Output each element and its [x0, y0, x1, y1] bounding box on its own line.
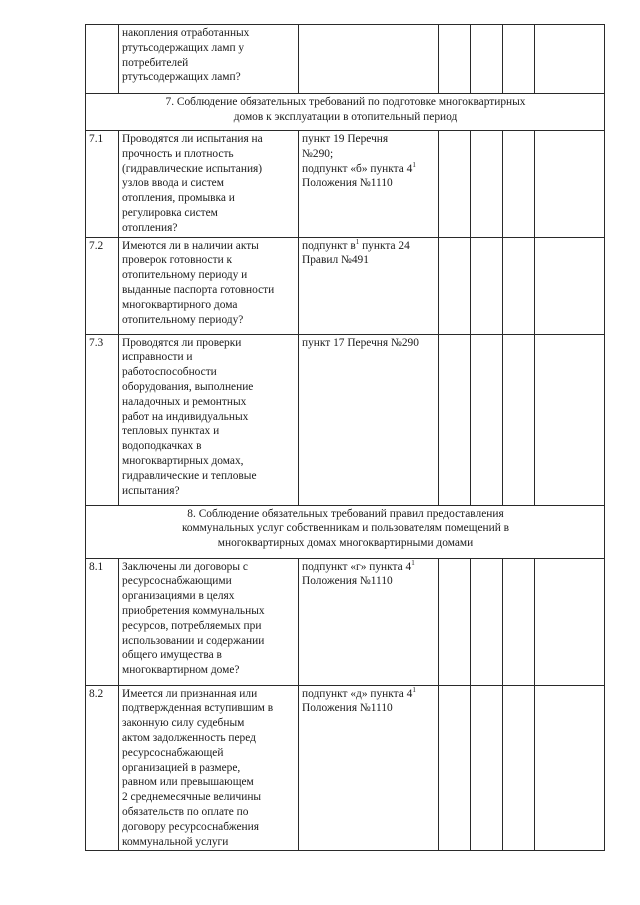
question-cell	[119, 25, 299, 94]
question-line: Имеется ли признанная или	[122, 687, 258, 700]
reference-cell	[299, 25, 439, 94]
answer-no-cell	[471, 131, 503, 238]
note-cell	[535, 131, 605, 238]
question-line: ресурсов, потребляемых при	[122, 619, 262, 632]
reference-line	[302, 560, 436, 575]
reference-cell	[299, 237, 439, 334]
question-line: потребителей	[122, 56, 189, 69]
answer-na-cell	[503, 25, 535, 94]
question-line: ресурсоснабжающими	[122, 575, 232, 588]
question-line: ртутьсодержащих ламп?	[122, 71, 241, 84]
question-line: обязательств по оплате по	[122, 805, 249, 818]
reference-line: пункт 19 Перечня	[302, 133, 389, 145]
question-line: подтвержденная вступившим в	[122, 702, 274, 715]
section-title-line: 8. Соблюдение обязательных требований правил предоставления	[187, 507, 504, 520]
question-line: использовании и содержании	[122, 634, 265, 647]
answer-na-cell	[503, 237, 535, 334]
question-line: Заключены ли договоры с	[122, 560, 248, 573]
reference-superscript: 1	[355, 237, 360, 246]
question-line: узлов ввода и систем	[122, 177, 224, 190]
answer-na-cell	[503, 558, 535, 685]
table-row-7-2	[86, 237, 605, 334]
question-cell	[119, 334, 299, 505]
question-line: Проводятся ли проверки	[122, 336, 242, 349]
reference-line: №290;	[302, 147, 334, 160]
answer-no-cell	[471, 685, 503, 851]
reference-line: Положения №1110	[302, 177, 393, 190]
question-line: тепловых пунктах и	[122, 425, 220, 438]
row-number: 8.1	[86, 558, 119, 685]
note-cell	[535, 685, 605, 851]
note-cell	[535, 237, 605, 334]
section-header-row-7	[86, 94, 605, 131]
answer-no-cell	[471, 237, 503, 334]
question-line: актом задолженность перед	[122, 731, 256, 744]
question-line: Имеются ли в наличии акты	[122, 239, 259, 252]
question-line: общего имущества в	[122, 649, 222, 662]
answer-yes-cell	[439, 131, 471, 238]
question-line: многоквартирного дома	[122, 298, 238, 311]
question-line: отопления, промывка и	[122, 192, 235, 205]
answer-yes-cell	[439, 685, 471, 851]
table-row-continued	[86, 25, 605, 94]
reference-text: подпункт «б» пункта 4	[302, 162, 413, 175]
table-row-8-1	[86, 558, 605, 685]
question-line: отопления?	[122, 221, 178, 234]
answer-na-cell	[503, 334, 535, 505]
reference-text: подпункт в	[302, 239, 356, 252]
question-cell	[119, 237, 299, 334]
table-row-7-3	[86, 334, 605, 505]
section-title-line: 7. Соблюдение обязательных требований по подготовке многоквартирных	[165, 96, 526, 108]
question-line: водоподкачках в	[122, 440, 202, 453]
question-line: исправности и	[122, 351, 193, 364]
answer-no-cell	[471, 558, 503, 685]
question-line: отопительному периоду и	[122, 269, 248, 282]
reference-line: Правил №491	[302, 254, 369, 267]
reference-text: пункта 24	[359, 239, 410, 252]
note-cell	[535, 334, 605, 505]
reference-line	[302, 687, 436, 702]
section-title	[86, 94, 605, 131]
question-line: проверок готовности к	[122, 254, 233, 267]
question-line: коммунальной услуги	[122, 835, 229, 848]
question-line: накопления отработанных	[122, 27, 250, 39]
table-row-7-1	[86, 131, 605, 238]
question-line: приобретения коммунальных	[122, 604, 265, 617]
question-line: Проводятся ли испытания на	[122, 133, 263, 145]
question-line: организациями в целях	[122, 590, 235, 603]
question-line: гидравлические и тепловые	[122, 469, 257, 482]
row-number: 8.2	[86, 685, 119, 851]
question-line: оборудования, выполнение	[122, 380, 254, 393]
reference-cell	[299, 334, 439, 505]
answer-yes-cell	[439, 558, 471, 685]
question-cell	[119, 558, 299, 685]
reference-superscript: 1	[412, 685, 416, 694]
reference-cell	[299, 131, 439, 238]
reference-line: Положения №1110	[302, 575, 393, 588]
row-number: 7.2	[86, 237, 119, 334]
section-title-line: домов к эксплуатации в отопительный период	[233, 110, 458, 123]
question-line: равном или превышающем	[122, 776, 254, 789]
answer-na-cell	[503, 131, 535, 238]
reference-cell	[299, 558, 439, 685]
reference-line	[302, 162, 436, 177]
question-line: работоспособности	[122, 366, 217, 379]
section-title-line: коммунальных услуг собственникам и пользователям помещений в	[181, 522, 510, 535]
reference-line	[302, 239, 436, 254]
question-cell	[119, 131, 299, 238]
answer-na-cell	[503, 685, 535, 851]
reference-line: пункт 17 Перечня №290	[302, 336, 419, 349]
answer-yes-cell	[439, 25, 471, 94]
answer-yes-cell	[439, 237, 471, 334]
note-cell	[535, 558, 605, 685]
question-line: законную силу судебным	[122, 717, 245, 730]
question-line: ресурсоснабжающей	[122, 746, 224, 759]
question-line: организацией в размере,	[122, 761, 241, 774]
question-line: отопительному периоду?	[122, 313, 244, 326]
answer-yes-cell	[439, 334, 471, 505]
question-cell	[119, 685, 299, 851]
question-line: испытания?	[122, 484, 180, 497]
question-line: многоквартирных домах,	[122, 454, 244, 467]
answer-no-cell	[471, 25, 503, 94]
row-number: 7.1	[86, 131, 119, 238]
question-line: регулировка систем	[122, 206, 218, 219]
reference-superscript: 1	[412, 160, 416, 169]
row-number-cell	[86, 25, 119, 94]
section-header-row-8	[86, 505, 605, 558]
answer-no-cell	[471, 334, 503, 505]
question-line: (гидравлические испытания)	[122, 162, 263, 175]
reference-text: подпункт «г» пункта 4	[302, 560, 412, 573]
question-line: наладочных и ремонтных	[122, 395, 247, 408]
note-cell	[535, 25, 605, 94]
question-line: многоквартирном доме?	[122, 664, 240, 677]
question-line: ртутьсодержащих ламп у	[122, 41, 245, 54]
reference-cell	[299, 685, 439, 851]
table-row-8-2	[86, 685, 605, 851]
question-line: прочность и плотность	[122, 147, 234, 160]
question-line: 2 среднемесячные величины	[122, 791, 262, 804]
question-line: выданные паспорта готовности	[122, 283, 275, 296]
section-title	[86, 505, 605, 558]
reference-superscript: 1	[411, 558, 415, 567]
reference-text: подпункт «д» пункта 4	[302, 687, 413, 700]
row-number: 7.3	[86, 334, 119, 505]
section-title-line: многоквартирных домах многоквартирными домами	[217, 536, 474, 549]
inspection-checklist-table	[85, 24, 605, 851]
question-line: работ на индивидуальных	[122, 410, 249, 423]
question-line: договору ресурсоснабжения	[122, 820, 259, 833]
reference-line: Положения №1110	[302, 702, 393, 715]
